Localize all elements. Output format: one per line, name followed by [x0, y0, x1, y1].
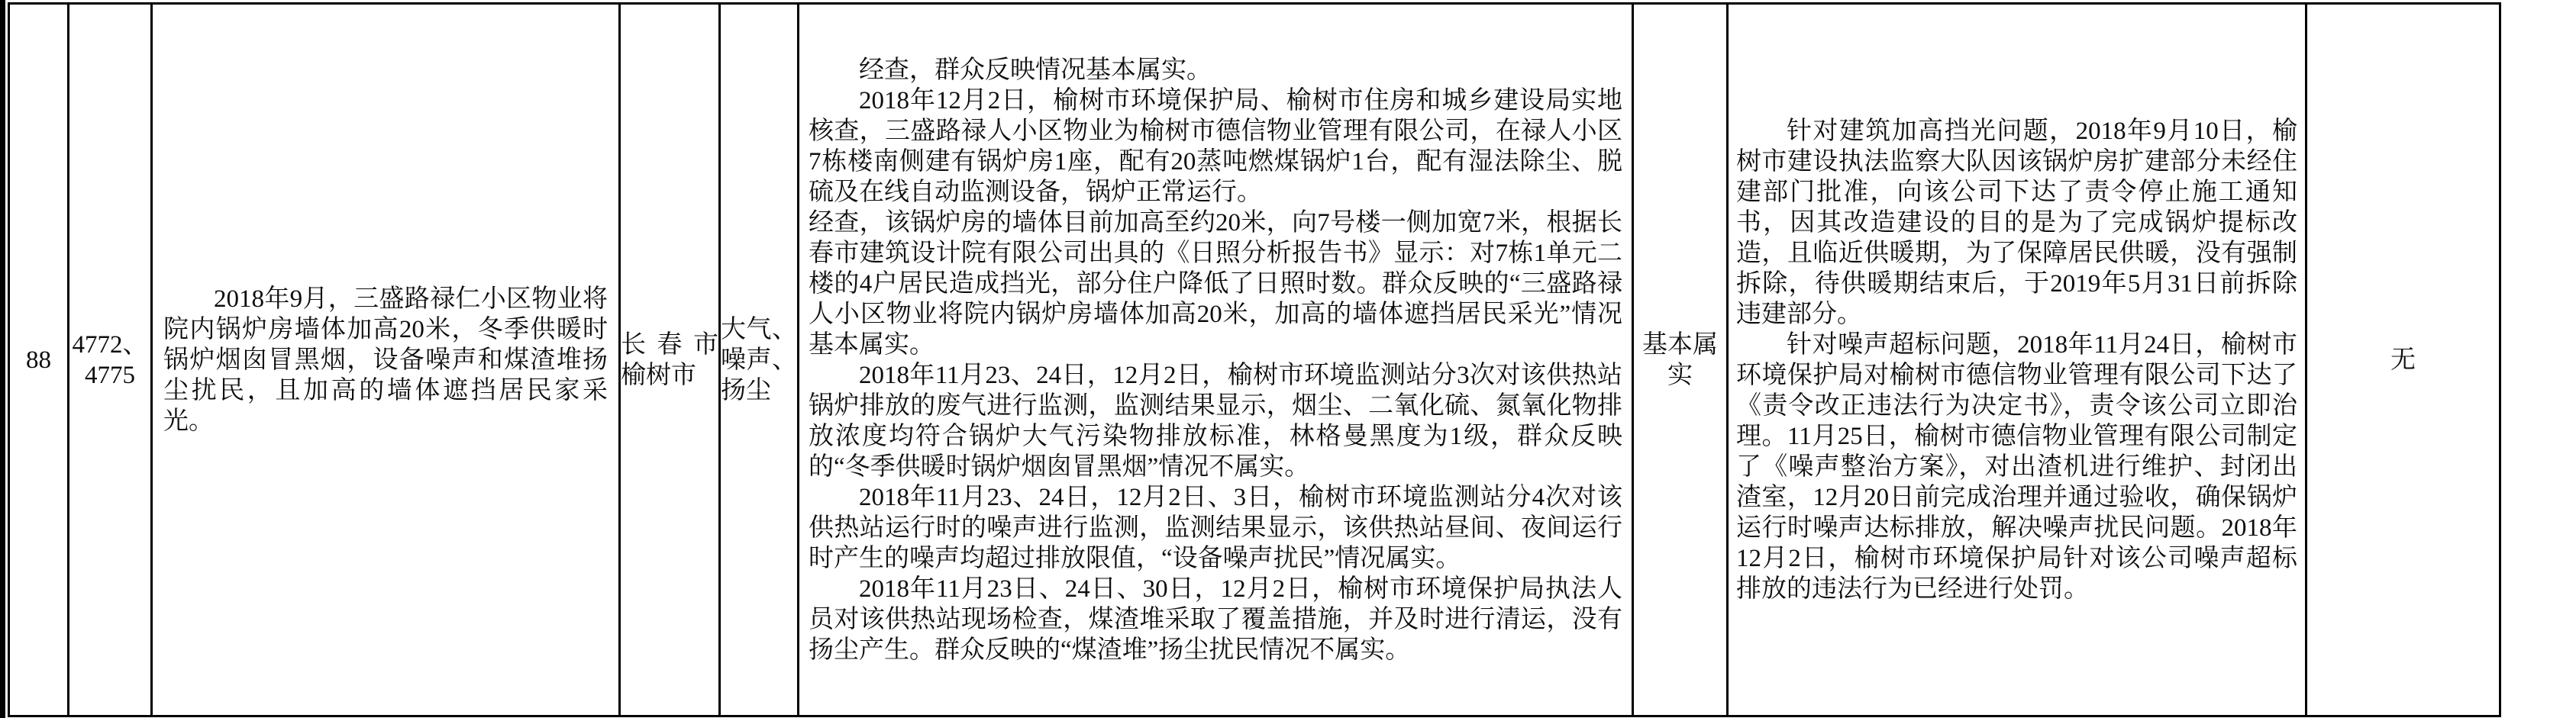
cell-complaint-summary	[153, 5, 618, 715]
case-ids: 4772、4775	[72, 330, 148, 389]
cell-region	[621, 5, 718, 715]
cell-investigation	[799, 5, 1632, 715]
investigation-paragraph: 2018年11月23日、24日、30日，12月2日，榆树市环境保护局执法人员对该供热站现场检查，煤渣堆采取了覆盖措施，并及时进行清运，没有扬尘产生。群众反映的“煤渣堆”扬尘扰民情况不属实。	[809, 575, 1622, 664]
cell-case-ids	[69, 5, 150, 715]
complaint-table-row	[8, 2, 2501, 717]
pollution-type-text: 大气、噪声、扬尘	[721, 315, 797, 404]
complaint-text: 2018年9月，三盛路禄仁小区物业将院内锅炉房墙体加高20米，冬季供暖时锅炉烟囱冒黑烟，设备噪声和煤渣堆扬尘扰民，且加高的墙体遮挡居民家采光。	[163, 285, 608, 435]
accountability-text: 无	[2390, 346, 2416, 374]
cell-verdict	[1634, 5, 1726, 715]
region-text: 长春市榆树市	[621, 330, 718, 389]
investigation-paragraph: 2018年11月23、24日，12月2日、3日，榆树市环境监测站分4次对该供热站运行时的噪声进行监测，监测结果显示，该供热站昼间、夜间运行时产生的噪声均超过排放限值，“设备噪声扰民”情况属实。	[809, 483, 1622, 572]
cell-accountability	[2307, 5, 2499, 715]
cell-seq-number	[10, 5, 67, 715]
investigation-paragraph: 2018年12月2日，榆树市环境保护局、榆树市住房和城乡建设局实地核查，三盛路禄人小区物业为榆树市德信物业管理有限公司，在禄人小区7栋楼南侧建有锅炉房1座，配有20蒸吨燃煤锅炉1台，配有湿法除尘、脱硫及在线自动监测设备，锅炉正常运行。	[809, 86, 1622, 206]
handling-paragraph: 针对噪声超标问题，2018年11月24日，榆树市环境保护局对榆树市德信物业管理有限公司下达了《责令改正违法行为决定书》，责令该公司立即治理。11月25日，榆树市德信物业管理有限公司制定了《噪声整治方案》，对出渣机进行维护、封闭出渣室，12月20日前完成治理并通过验收，确保锅炉运行时噪声达标排放，解决噪声扰民问题。2018年12月2日，榆树市环境保护局针对该公司噪声超标排放的违法行为已经进行处罚。	[1736, 330, 2297, 603]
cell-handling	[1729, 5, 2305, 715]
investigation-paragraph: 经查，群众反映情况基本属实。	[859, 56, 1212, 84]
investigation-paragraph: 2018年11月23、24日，12月2日，榆树市环境监测站分3次对该供热站锅炉排放的废气进行监测，监测结果显示，烟尘、二氧化硫、氮氧化物排放浓度均符合锅炉大气污染物排放标准，林格曼黑度为1级，群众反映的“冬季供暖时锅炉烟囱冒黑烟”情况不属实。	[809, 361, 1622, 481]
seq-number: 88	[26, 346, 51, 374]
investigation-paragraph: 经查，该锅炉房的墙体目前加高至约20米，向7号楼一侧加宽7米，根据长春市建筑设计院有限公司出具的《日照分析报告书》显示：对7栋1单元二楼的4户居民造成挡光，部分住户降低了日照时数。群众反映的“三盛路禄人小区物业将院内锅炉房墙体加高20米，加高的墙体遮挡居民采光”情况基本属实。	[809, 208, 1622, 359]
handling-paragraph: 针对建筑加高挡光问题，2018年9月10日，榆树市建设执法监察大队因该锅炉房扩建部分未经住建部门批准，向该公司下达了责令停止施工通知书，因其改造建设的目的是为了完成锅炉提标改造，且临近供暖期，为了保障居民供暖，没有强制拆除，待供暖期结束后，于2019年5月31日前拆除违建部分。	[1736, 117, 2297, 328]
page-edge-shadow	[0, 0, 5, 718]
cell-pollution-type	[721, 5, 797, 715]
verdict-text: 基本属实	[1642, 330, 1718, 389]
